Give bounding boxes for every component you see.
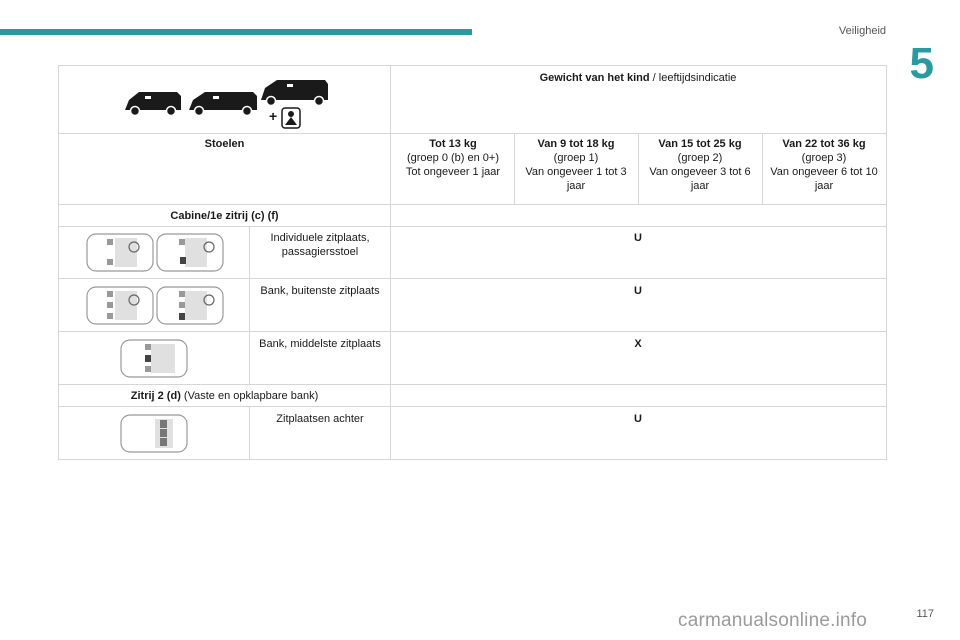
group-weight: Van 15 tot 25 kg bbox=[658, 138, 742, 150]
row-value: U bbox=[634, 232, 642, 244]
row-value: U bbox=[634, 413, 642, 425]
page-number: 117 bbox=[916, 608, 934, 620]
child-seat-table bbox=[58, 65, 887, 460]
car-topview-icon bbox=[59, 229, 249, 275]
group-age: Van ongeveer 1 tot 3 jaar bbox=[525, 166, 627, 192]
seat-diagram-individual bbox=[59, 229, 249, 275]
group-1-header bbox=[520, 137, 632, 193]
svg-text:+: + bbox=[269, 108, 278, 124]
header-title-bold: Gewicht van het kind bbox=[539, 72, 650, 84]
column-divider bbox=[249, 406, 250, 459]
seat-diagram-bench-outer bbox=[59, 282, 249, 328]
row-divider bbox=[59, 204, 886, 205]
row-label: Bank, middelste zitplaats bbox=[259, 338, 381, 350]
group-3-header bbox=[768, 137, 880, 193]
row-value: X bbox=[634, 338, 642, 350]
column-divider bbox=[514, 133, 515, 204]
section-row2-label bbox=[59, 389, 390, 403]
row-label: Zitplaatsen achter bbox=[276, 413, 364, 425]
group-weight: Van 9 tot 18 kg bbox=[537, 138, 615, 150]
car-topview-icon bbox=[59, 282, 249, 328]
group-age: Van ongeveer 6 tot 10 jaar bbox=[770, 166, 878, 192]
seat-diagram-bench-middle bbox=[59, 335, 249, 381]
column-divider bbox=[762, 133, 763, 204]
group-age: Van ongeveer 3 tot 6 jaar bbox=[649, 166, 751, 192]
row-divider bbox=[59, 226, 886, 227]
seats-column-header: Stoelen bbox=[204, 138, 245, 150]
group-0-header bbox=[394, 137, 512, 179]
row-divider bbox=[59, 384, 886, 385]
section-cabin-label: Cabine/1e zitrij (c) (f) bbox=[170, 210, 279, 222]
column-divider bbox=[249, 226, 250, 384]
group-class: (groep 2) bbox=[677, 152, 723, 164]
row-value: U bbox=[634, 285, 642, 297]
row-divider bbox=[59, 406, 886, 407]
chapter-number: 5 bbox=[909, 39, 934, 88]
column-divider bbox=[390, 66, 391, 459]
van-silhouettes-icon bbox=[119, 72, 329, 130]
group-class: (groep 1) bbox=[553, 152, 599, 164]
group-class: (groep 0 (b) en 0+) bbox=[406, 152, 500, 164]
car-topview-icon bbox=[59, 410, 249, 456]
section-row2-rest: (Vaste en opklapbare bank) bbox=[180, 390, 319, 402]
car-topview-icon bbox=[59, 335, 249, 381]
group-class: (groep 3) bbox=[801, 152, 847, 164]
header-title-rest: / leeftijdsindicatie bbox=[649, 72, 737, 84]
row-label: Bank, buitenste zitplaats bbox=[260, 285, 380, 297]
row-divider bbox=[59, 278, 886, 279]
group-weight: Van 22 tot 36 kg bbox=[782, 138, 866, 150]
group-2-header bbox=[644, 137, 756, 193]
seat-diagram-rear bbox=[59, 410, 249, 456]
vehicle-variants-illustration bbox=[119, 72, 329, 130]
section-row2-bold: Zitrij 2 (d) bbox=[130, 390, 181, 402]
group-age: Tot ongeveer 1 jaar bbox=[405, 166, 501, 178]
group-weight: Tot 13 kg bbox=[429, 138, 477, 150]
header-title bbox=[390, 71, 886, 85]
column-divider bbox=[638, 133, 639, 204]
row-label: Individuele zitplaats, passagiersstoel bbox=[270, 232, 370, 258]
row-divider bbox=[59, 331, 886, 332]
section-title: Veiligheid bbox=[838, 25, 886, 37]
top-accent-bar bbox=[0, 29, 472, 35]
watermark: carmanualsonline.info bbox=[678, 610, 868, 631]
